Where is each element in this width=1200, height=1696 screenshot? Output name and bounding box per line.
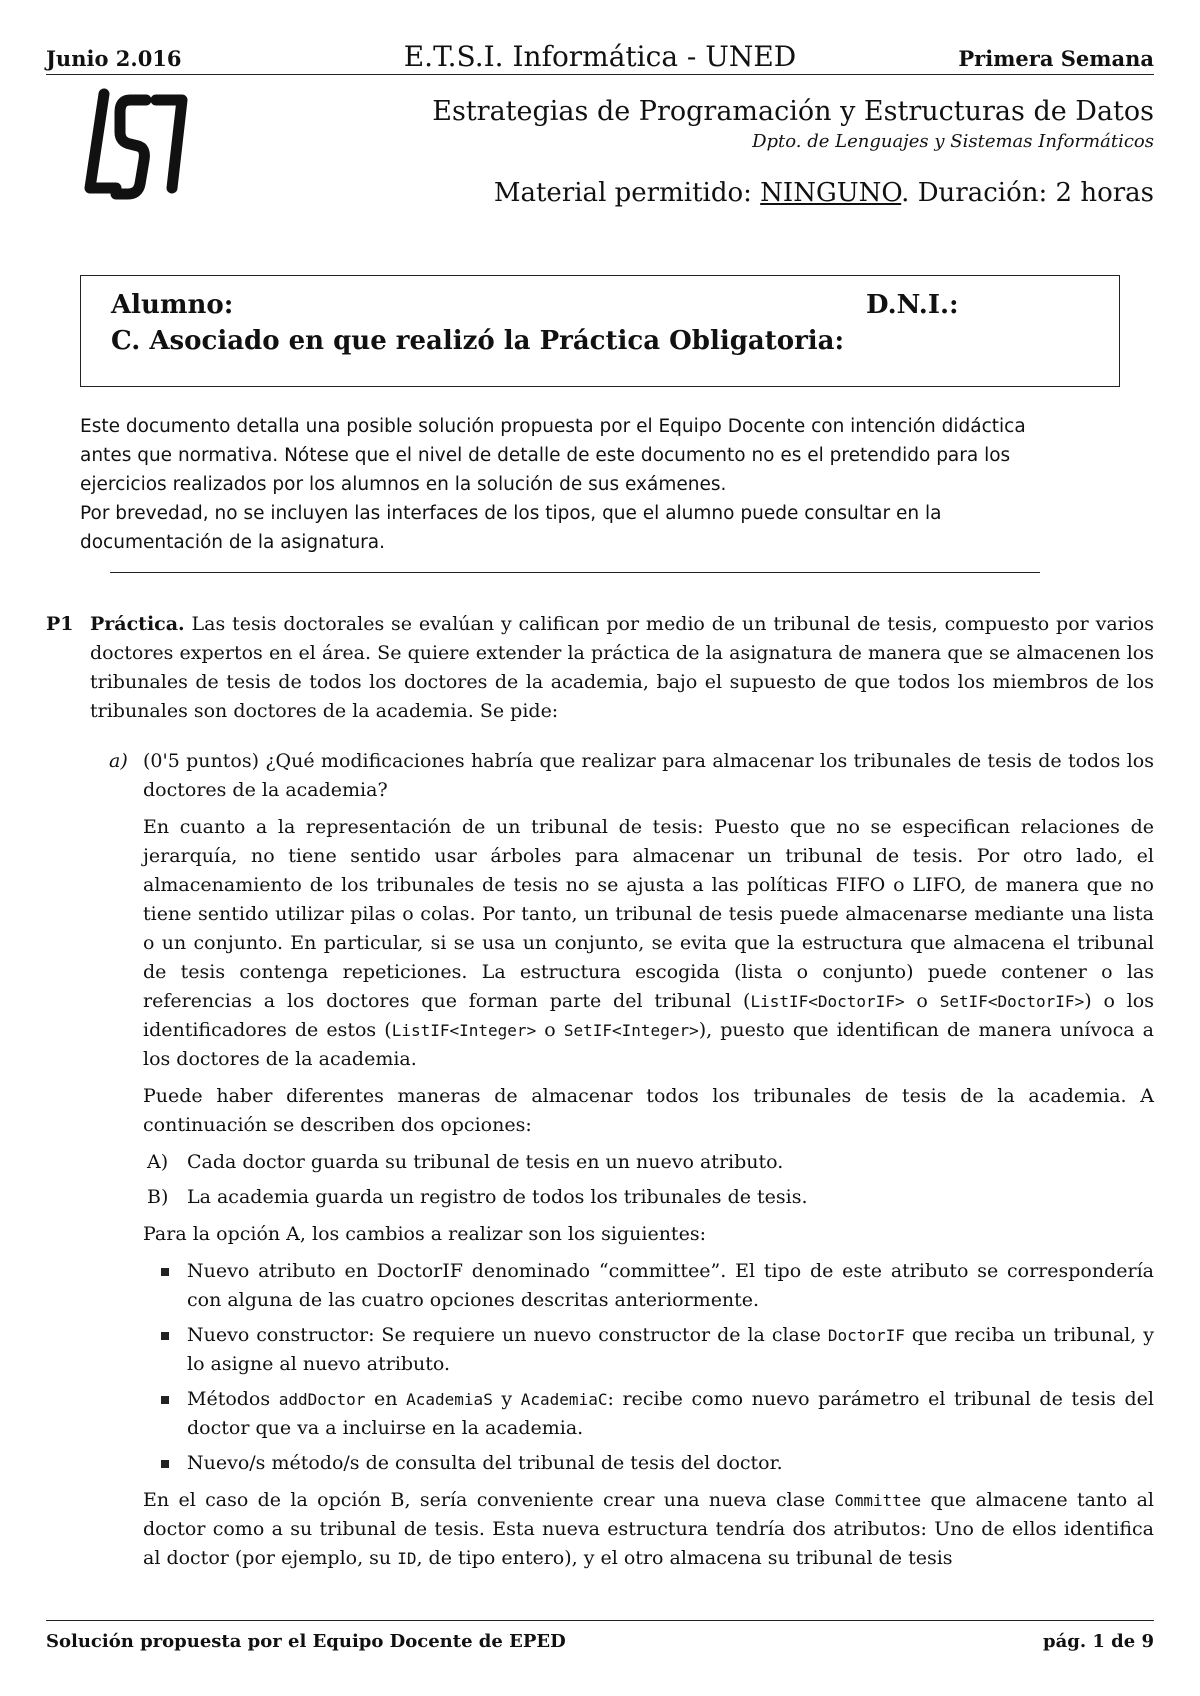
header-school: E.T.S.I. Informática - UNED: [403, 40, 797, 73]
part-a-question: (0'5 puntos) ¿Qué modificaciones habría que realizar para almacenar los tribunales de tesis de todos los doctores de la academia?: [143, 750, 1154, 801]
answer-paragraph: En cuanto a la representación de un tribunal de tesis: Puesto que no se especifican relaciones de jerarquía, no tiene sentido usar árboles para almacenar un tribunal de tesis. Por otro lado, el almacenamiento de los tribunales de tesis no se ajusta a las políticas FIFO o LIFO, de manera que no tiene sentido utilizar pilas o colas. Por tanto, un tribunal de tesis puede almacenarse mediante una lista o un conjunto. En particular, si se usa un conjunto, se evita que la estructura que almacena el tribunal de tesis contenga repeticiones. La estructura escogida (lista o conjunto) puede contener o las referencias a los doctores que forman parte del tribunal (ListIF<DoctorIF> o SetIF<DoctorIF>) o los identificadores de estos (ListIF<Integer> o SetIF<Integer>), puesto que identifican de manera unívoca a los doctores de la academia.: [143, 816, 1154, 1070]
problem-1: [46, 610, 1154, 726]
problem-tag: P1: [46, 613, 74, 635]
answer-paragraph: Para la opción A, los cambios a realizar son los siguientes:: [143, 1223, 706, 1245]
bullet-icon: [161, 1460, 169, 1468]
part-a-body: [143, 747, 1154, 1573]
student-info-box: [80, 275, 1120, 387]
part-a: [95, 747, 1154, 1581]
option-item: B) La academia guarda un registro de todos los tribunales de tesis.: [147, 1186, 808, 1208]
list-item: Métodos addDoctor en AcademiaS y AcademiaC: recibe como nuevo parámetro el tribunal de tesis del doctor que va a incluirse en la academia.: [143, 1385, 1154, 1443]
page-number: pág. 1 de 9: [1043, 1631, 1154, 1652]
list-item: Nuevo constructor: Se requiere un nuevo constructor de la clase DoctorIF que reciba un tribunal, y lo asigne al nuevo atributo.: [143, 1321, 1154, 1379]
material-value: NINGUNO: [760, 178, 902, 208]
list-item: Nuevo atributo en DoctorIF denominado “committee”. El tipo de este atributo se correspondería con alguna de las cuatro opciones descritas anteriormente.: [143, 1257, 1154, 1315]
bullet-icon: [161, 1396, 169, 1404]
intro-note: [80, 412, 1070, 557]
intro-paragraph: Este documento detalla una posible solución propuesta por el Equipo Docente con intención didáctica antes que normativa. Nótese que el nivel de detalle de este documento no es el pretendido para los ejercicios realizados por los alumnos en la solución de sus exámenes.: [80, 416, 1026, 495]
bullet-icon: [161, 1268, 169, 1276]
footer-credit: Solución propuesta por el Equipo Docente de EPED: [46, 1631, 566, 1652]
problem-text: Las tesis doctorales se evalúan y califican por medio de un tribunal de tesis, compuesto por varios doctores expertos en el área. Se quiere extender la práctica de la asignatura de manera que se almacenen los tribunales de tesis de todos los doctores de la academia, bajo el supuesto de que todos los miembros de los tribunales son doctores de la academia. Se pide:: [90, 613, 1154, 722]
list-item: Nuevo/s método/s de consulta del tribunal de tesis del doctor.: [143, 1449, 1154, 1478]
duration: . Duración: 2 horas: [901, 178, 1154, 208]
page-footer: [46, 1620, 1154, 1661]
material-label: Material permitido:: [493, 178, 752, 208]
department: Dpto. de Lenguajes y Sistemas Informáticos: [752, 131, 1154, 152]
answer-paragraph: Puede haber diferentes maneras de almacenar todos los tribunales de tesis de la academia. A continuación se describen dos opciones:: [143, 1085, 1154, 1136]
intro-paragraph: Por brevedad, no se incluyen las interfaces de los tipos, que el alumno puede consultar en la documentación de la asignatura.: [80, 503, 942, 553]
divider: [110, 572, 1040, 573]
header-date: Junio 2.016: [46, 46, 182, 71]
problem-statement: [90, 610, 1154, 726]
student-name-label: Alumno:: [111, 290, 234, 320]
lsi-logo-icon: [76, 86, 196, 206]
answer-paragraph: En el caso de la opción B, sería conveniente crear una nueva clase Committee que almacene tanto al doctor como a su tribunal de tesis. Esta nueva estructura tendría dos atributos: Uno de ellos identifica al doctor (por ejemplo, su ID, de tipo entero), y el otro almacena su tribunal de tesis: [143, 1489, 1154, 1569]
course-title: Estrategias de Programación y Estructuras de Datos: [432, 96, 1154, 127]
dni-label: D.N.I.:: [866, 290, 959, 320]
center-label: C. Asociado en que realizó la Práctica Obligatoria:: [111, 326, 845, 356]
option-item: A) Cada doctor guarda su tribunal de tesis en un nuevo atributo.: [147, 1151, 784, 1173]
problem-title: Práctica.: [90, 613, 185, 635]
material-line: [494, 178, 1154, 208]
options-list: [143, 1148, 1154, 1212]
bullet-icon: [161, 1332, 169, 1340]
changes-list: [143, 1257, 1154, 1478]
page-header: [46, 40, 1154, 75]
header-week: Primera Semana: [958, 46, 1154, 71]
part-a-label: a): [109, 750, 128, 772]
